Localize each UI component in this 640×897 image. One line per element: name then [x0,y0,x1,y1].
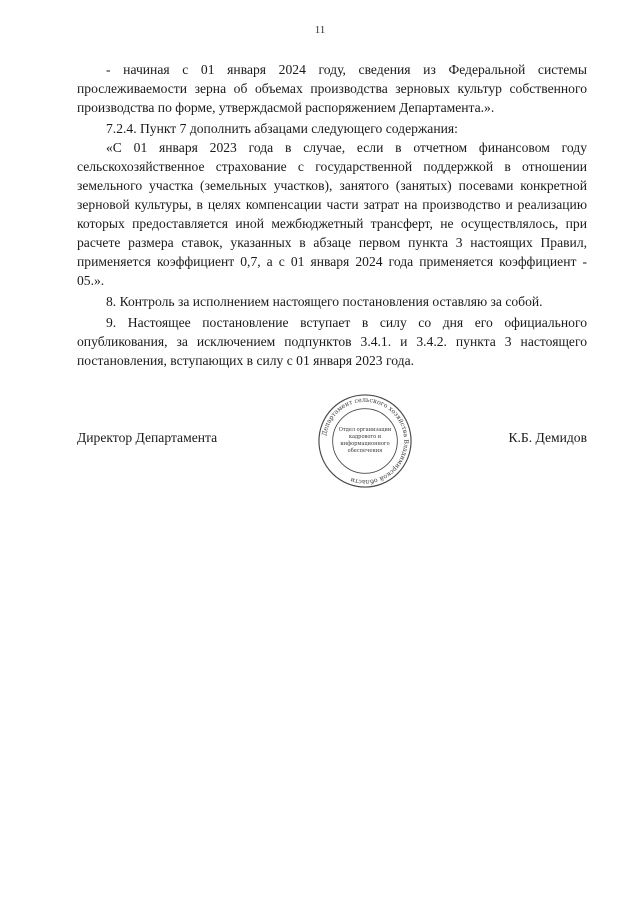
paragraph-1: - начиная с 01 января 2024 году, сведения из Федеральной системы прослеживаемости зерна об объемах производства зерновых культур собственного производства по форме, утверждасмой распоряжением Департамента.». [77,62,587,115]
page-number: 11 [314,24,326,36]
stamp-inner-line-4: обеспечения [347,447,383,454]
document-body [77,60,587,370]
signatory-name: К.Б. Демидов [508,430,587,445]
paragraph-2: 7.2.4. Пункт 7 дополнить абзацами следующего содержания: [106,121,458,136]
stamp-inner-line-1: Отдел организации [338,427,392,434]
stamp-outer-text: Департамент сельского хозяйства Владимирской области [321,396,410,486]
official-stamp [316,392,414,490]
paragraph-3: «С 01 января 2023 года в случае, если в отчетном финансовом году сельскохозяйственное страхование с государственной поддержкой в отношении земельного участка (земельных участков), занятого (занятых) посевами конкретной зерновой культуры, в целях компенсации части затрат на производство и реализацию которых предоставляется иной межбюджетный трансферт, не осуществлялось, при расчете размера ставок, указанных в абзаце первом пункта 3 настоящих Правил, применяется коэффициент 0,7, а с 01 января 2024 года применяется коэффициент - 05.». [77,140,587,288]
paragraph-4: 8. Контроль за исполнением настоящего постановления оставляю за собой. [106,294,543,309]
stamp-inner-line-2: кадрового и [348,434,382,441]
paragraph-5: 9. Настоящее постановление вступает в силу со дня его официального опубликования, за исключением подпунктов 3.4.1. и 3.4.2. пункта 3 настоящего постановления, вступающих в силу с 01 января 2023 года. [77,315,587,368]
stamp-inner-line-3: информационного [340,440,390,447]
signatory-title: Директор Департамента [77,430,218,445]
